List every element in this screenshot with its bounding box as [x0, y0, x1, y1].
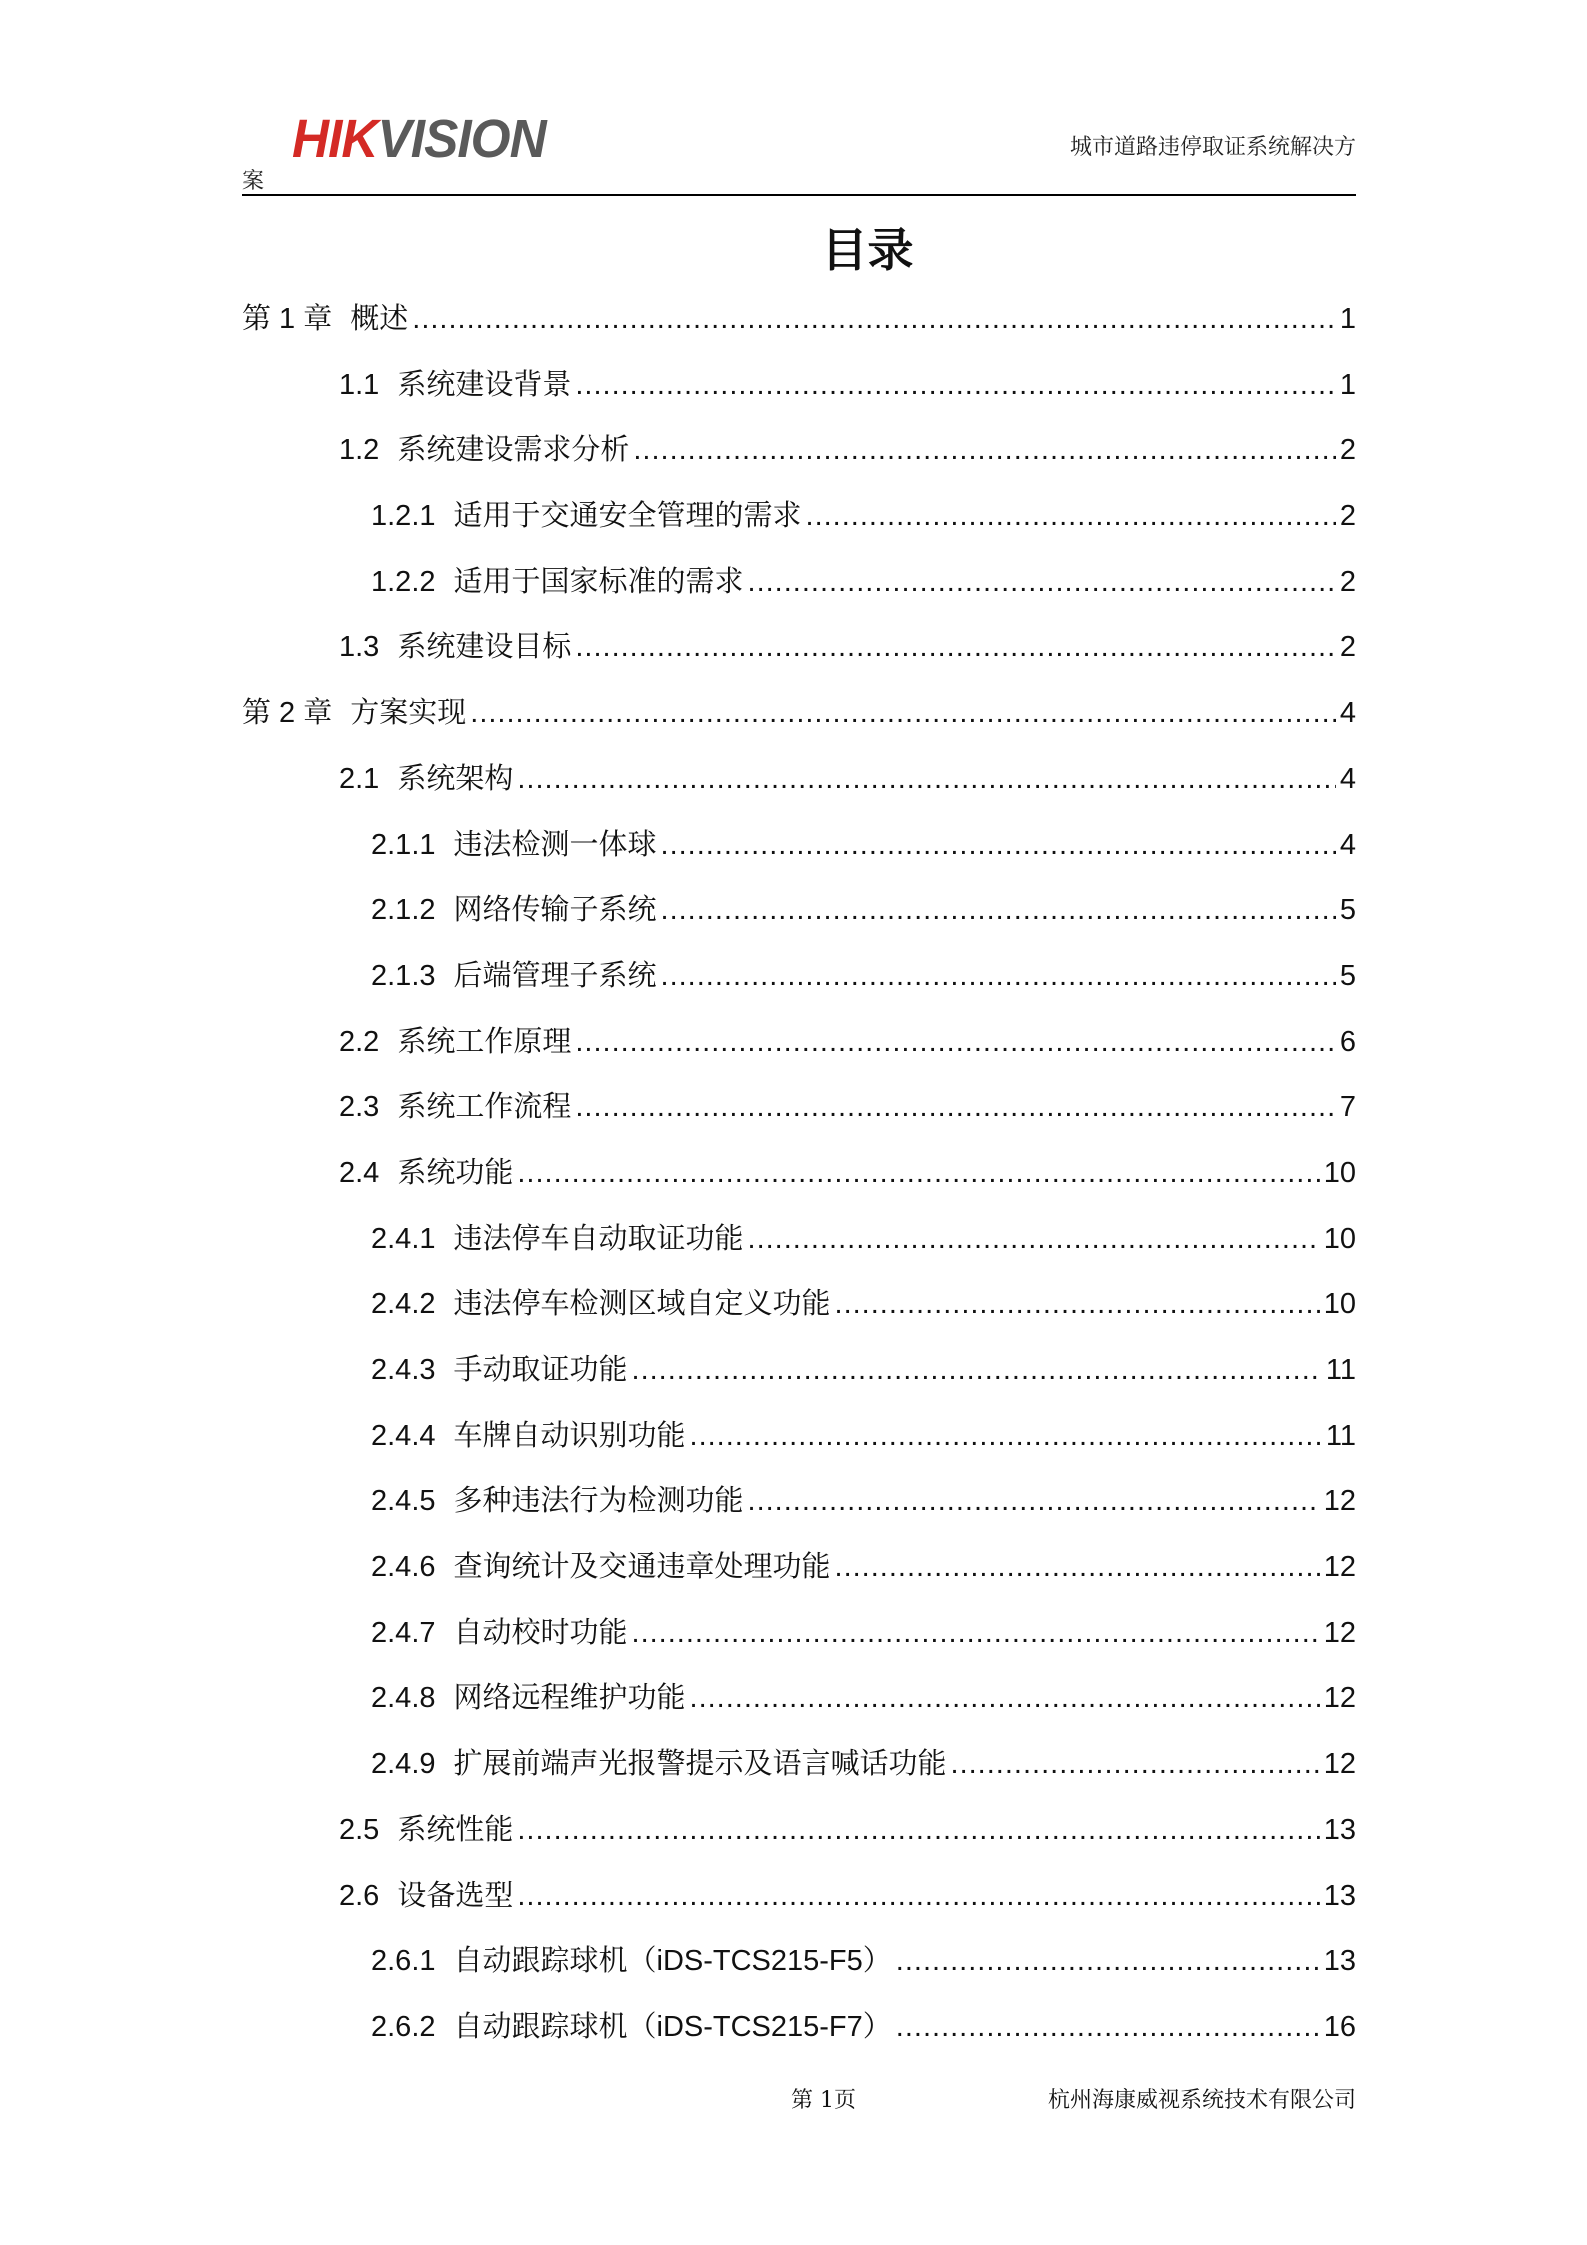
toc-entry-page: 10: [1323, 1156, 1356, 1189]
toc-entry-label: 系统建设背景: [397, 368, 572, 401]
toc-entry-page: 7: [1339, 1091, 1356, 1124]
toc-entry-page: 12: [1323, 1748, 1356, 1781]
toc-dot-leader: [748, 566, 1336, 599]
toc-entry[interactable]: [242, 2004, 1356, 2070]
toc-entry-label: 多种违法行为检测功能: [453, 1485, 744, 1518]
toc-entry-page: 2: [1339, 631, 1356, 664]
toc-entry[interactable]: [242, 887, 1356, 953]
toc-dot-leader: [412, 303, 1336, 336]
toc-dot-leader: [575, 631, 1336, 664]
toc-entry-number: 1.3: [339, 631, 380, 664]
toc-entry-number: 2.4.8: [371, 1682, 436, 1715]
toc-entry-page: 10: [1323, 1222, 1356, 1255]
toc-dot-leader: [517, 1157, 1319, 1190]
toc-dot-leader: [575, 369, 1336, 402]
toc-entry-label: 违法检测一体球: [453, 828, 657, 861]
toc-dot-leader: [748, 1485, 1320, 1518]
toc-dot-leader: [517, 1814, 1319, 1847]
toc-entry-label: 系统工作原理: [397, 1025, 572, 1058]
toc-entry-label: 系统功能: [397, 1156, 514, 1189]
toc-entry-number: 2.4.6: [371, 1551, 436, 1584]
footer-company: 杭州海康威视系统技术有限公司: [1047, 2088, 1356, 2113]
toc-entry-number: 1.2.2: [371, 565, 436, 598]
toc-entry-page: 11: [1325, 1354, 1356, 1386]
toc-entry-label: 适用于国家标准的需求: [453, 565, 744, 598]
toc-entry[interactable]: [242, 1741, 1356, 1807]
toc-entry[interactable]: [242, 427, 1356, 493]
toc-dot-leader: [806, 500, 1336, 533]
toc-entry-number: 2.5: [339, 1813, 380, 1846]
toc-dot-leader: [633, 434, 1336, 467]
toc-entry-page: 1: [1339, 368, 1356, 401]
toc-dot-leader: [896, 2011, 1320, 2044]
toc-entry-page: 10: [1323, 1288, 1356, 1321]
toc-entry-number: 1.2.1: [371, 500, 436, 533]
toc-entry[interactable]: [242, 1347, 1356, 1413]
toc-entry-label: 系统工作流程: [397, 1091, 572, 1124]
toc-entry-label: 违法停车检测区域自定义功能: [453, 1288, 831, 1321]
toc-entry-number: 2.1.1: [371, 828, 436, 861]
toc-entry-label: 系统架构: [397, 762, 514, 795]
toc-entry-page: 16: [1323, 2010, 1356, 2043]
toc-entry[interactable]: [242, 1281, 1356, 1347]
toc-entry[interactable]: [242, 690, 1356, 756]
toc-dot-leader: [517, 1880, 1319, 1913]
toc-entry-label: 网络传输子系统: [453, 894, 657, 927]
toc-entry-page: 2: [1339, 434, 1356, 467]
toc-entry[interactable]: [242, 1413, 1356, 1479]
toc-dot-leader: [690, 1420, 1322, 1453]
toc-dot-leader: [517, 763, 1336, 796]
toc-entry-label: 车牌自动识别功能: [453, 1419, 686, 1452]
toc-entry-number: 2.3: [339, 1091, 380, 1124]
toc-dot-leader: [835, 1551, 1320, 1584]
toc-dot-leader: [470, 697, 1336, 730]
toc-entry[interactable]: [242, 822, 1356, 888]
toc-entry-number: 第 1 章: [242, 303, 333, 335]
toc-dot-leader: [951, 1748, 1320, 1781]
toc-entry[interactable]: [242, 1216, 1356, 1282]
footer-page-number: 第 1页: [791, 2088, 856, 2113]
toc-entry-label: 查询统计及交通违章处理功能: [453, 1551, 831, 1584]
toc-entry[interactable]: [242, 1873, 1356, 1939]
toc-entry-number: 2.4.7: [371, 1616, 436, 1649]
toc-dot-leader: [835, 1288, 1320, 1321]
toc-entry-page: 13: [1323, 1879, 1356, 1912]
toc-entry-number: 2.6.2: [371, 2010, 436, 2043]
toc-entry-page: 13: [1323, 1813, 1356, 1846]
toc-dot-leader: [661, 829, 1336, 862]
toc-entry-label: 适用于交通安全管理的需求: [453, 500, 802, 533]
toc-entry-number: 2.4.4: [371, 1419, 436, 1452]
toc-entry-page: 12: [1323, 1682, 1356, 1715]
toc-entry-number: 2.4.9: [371, 1748, 436, 1781]
toc-dot-leader: [661, 960, 1336, 993]
toc-entry-page: 12: [1323, 1485, 1356, 1518]
toc-entry-number: 2.6.1: [371, 1945, 436, 1978]
toc-entry-page: 4: [1339, 828, 1356, 861]
toc-entry-number: 1.2: [339, 434, 380, 467]
toc-entry-label: 违法停车自动取证功能: [453, 1222, 744, 1255]
header-doc-title: 城市道路违停取证系统解决方: [1069, 135, 1356, 160]
page-title: 目录: [821, 223, 914, 277]
toc-entry-page: 6: [1339, 1025, 1356, 1058]
toc-entry-number: 2.4: [339, 1156, 380, 1189]
toc-entry[interactable]: [242, 1938, 1356, 2004]
toc-entry[interactable]: [242, 493, 1356, 559]
toc-entry-page: 2: [1339, 500, 1356, 533]
toc-entry[interactable]: [242, 756, 1356, 822]
toc-dot-leader: [896, 1945, 1320, 1978]
toc-dot-leader: [632, 1354, 1322, 1387]
toc-entry-label: 自动校时功能: [453, 1616, 628, 1649]
toc-entry[interactable]: [242, 559, 1356, 625]
toc-entry-page: 5: [1339, 894, 1356, 927]
toc-entry-number: 2.1.2: [371, 894, 436, 927]
table-of-contents: [242, 296, 1356, 2070]
toc-entry-page: 5: [1339, 959, 1356, 992]
toc-entry[interactable]: [242, 1544, 1356, 1610]
toc-entry[interactable]: [242, 1150, 1356, 1216]
toc-entry-page: 12: [1323, 1616, 1356, 1649]
toc-entry[interactable]: [242, 1019, 1356, 1085]
toc-entry[interactable]: [242, 1084, 1356, 1150]
toc-entry-page: 2: [1339, 565, 1356, 598]
hikvision-logo: HIKVISION: [292, 109, 546, 169]
toc-entry-page: 12: [1323, 1551, 1356, 1584]
toc-dot-leader: [661, 894, 1336, 927]
toc-entry[interactable]: [242, 296, 1356, 362]
toc-entry[interactable]: [242, 1478, 1356, 1544]
toc-entry-number: 1.1: [339, 368, 380, 401]
toc-entry[interactable]: [242, 953, 1356, 1019]
toc-dot-leader: [690, 1682, 1320, 1715]
toc-entry[interactable]: [242, 1610, 1356, 1676]
toc-entry-label: 系统建设目标: [397, 631, 572, 664]
toc-entry-label: 网络远程维护功能: [453, 1682, 686, 1715]
toc-entry-label: 手动取证功能: [453, 1354, 628, 1386]
toc-entry-page: 11: [1325, 1419, 1356, 1452]
toc-dot-leader: [632, 1617, 1320, 1650]
header-divider: [242, 194, 1356, 196]
toc-entry-label: 概述: [350, 303, 409, 335]
toc-entry-number: 2.6: [339, 1879, 380, 1912]
toc-entry-label: 系统性能: [397, 1813, 514, 1846]
toc-entry[interactable]: [242, 1675, 1356, 1741]
toc-entry-label: 扩展前端声光报警提示及语言喊话功能: [453, 1748, 947, 1781]
toc-entry-number: 2.1: [339, 762, 380, 795]
toc-entry-label: 自动跟踪球机（iDS-TCS215-F7）: [453, 2010, 892, 2043]
toc-entry[interactable]: [242, 624, 1356, 690]
header-doc-title-wrap: 案: [242, 169, 265, 194]
toc-entry[interactable]: [242, 1807, 1356, 1873]
toc-entry-number: 2.4.5: [371, 1485, 436, 1518]
toc-entry-number: 2.4.3: [371, 1354, 436, 1386]
toc-entry-number: 2.4.1: [371, 1222, 436, 1255]
toc-entry-label: 系统建设需求分析: [397, 434, 630, 467]
toc-entry-number: 第 2 章: [242, 697, 333, 730]
toc-entry-page: 1: [1339, 303, 1356, 335]
toc-entry-page: 4: [1339, 697, 1356, 730]
toc-entry-label: 后端管理子系统: [453, 959, 657, 992]
toc-entry-label: 设备选型: [397, 1879, 514, 1912]
toc-entry-number: 2.4.2: [371, 1288, 436, 1321]
toc-entry-number: 2.2: [339, 1025, 380, 1058]
toc-dot-leader: [575, 1091, 1336, 1124]
toc-entry-page: 13: [1323, 1945, 1356, 1978]
toc-entry-label: 方案实现: [350, 697, 467, 730]
toc-dot-leader: [575, 1026, 1336, 1059]
toc-entry-number: 2.1.3: [371, 959, 436, 992]
toc-entry-page: 4: [1339, 762, 1356, 795]
toc-entry[interactable]: [242, 362, 1356, 428]
toc-entry-label: 自动跟踪球机（iDS-TCS215-F5）: [453, 1945, 892, 1978]
toc-dot-leader: [748, 1223, 1320, 1256]
